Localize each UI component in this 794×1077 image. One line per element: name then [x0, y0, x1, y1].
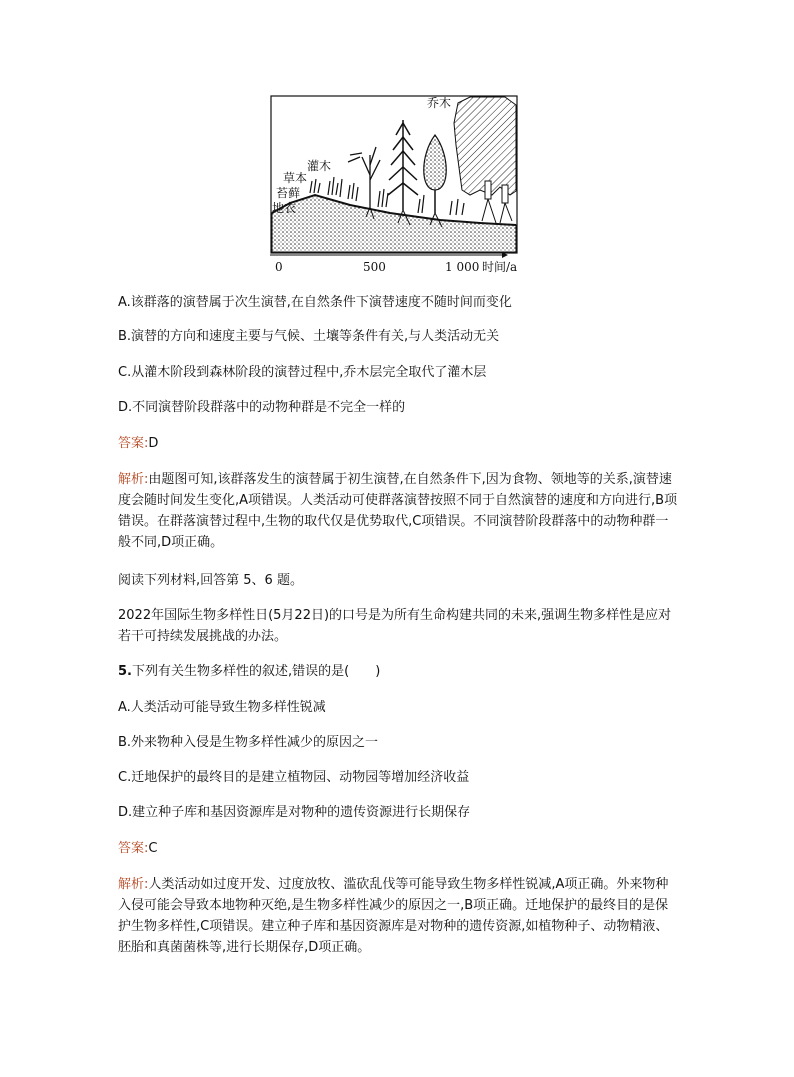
reading-material: 2022年国际生物多样性日(5月22日)的口号是为所有生命构建共同的未来,强调生物多样性是应对若干可持续发展挑战的办法。 — [118, 608, 672, 644]
q5-number: 5. — [118, 664, 132, 679]
moss-label: 苔藓 — [276, 186, 301, 200]
q5-analysis-text: 人类活动如过度开发、过度放牧、滥砍乱伐等可能导致生物多样性锐减,A项正确。外来物种入侵可能会导致本地物种灭绝,是生物多样性减少的原因之一,B项正确。迁地保护的最终目的是保护生物多样性,C项错误。建立种子库和基因资源库是对物种的遗传资源,如植物种子、动物精液、胚胎和真菌菌株等,进行长期保存,D项正确。 — [118, 877, 669, 955]
q5-analysis — [118, 874, 678, 958]
shrub-label: 灌木 — [307, 159, 332, 173]
q5-stem-text: 下列有关生物多样性的叙述,错误的是( ) — [131, 664, 381, 679]
q5-option-b: B.外来物种入侵是生物多样性减少的原因之一 — [118, 735, 379, 750]
conical-tree — [424, 135, 447, 190]
succession-diagram — [270, 95, 530, 280]
q4-option-a: A.该群落的演替属于次生演替,在自然条件下演替速度不随时间而变化 — [118, 295, 512, 310]
q5-option-d: D.建立种子库和基因资源库是对物种的遗传资源进行长期保存 — [118, 805, 471, 820]
q5-stem — [118, 661, 678, 682]
q5-analysis-label: 解析: — [118, 877, 149, 892]
tree-label: 乔木 — [427, 96, 452, 110]
herb-label: 草本 — [283, 171, 308, 185]
q4-answer — [118, 433, 678, 454]
tree-canopy — [454, 97, 516, 195]
q5-answer — [118, 838, 678, 859]
axis-unit-label: 时间/a — [482, 260, 518, 274]
tree-trunk-2 — [502, 185, 508, 203]
q4-option-d: D.不同演替阶段群落中的动物种群是不完全一样的 — [118, 400, 406, 415]
q5-option-a: A.人类活动可能导致生物多样性锐减 — [118, 700, 326, 715]
q4-answer-label: 答案: — [118, 436, 149, 451]
succession-figure — [270, 95, 530, 280]
fir-tree — [388, 120, 418, 210]
tree-trunk — [485, 181, 491, 199]
q4-option-b: B.演替的方向和速度主要与气候、土壤等条件有关,与人类活动无关 — [118, 329, 500, 344]
reading-intro: 阅读下列材料,回答第 5、6 题。 — [118, 573, 303, 588]
lichen-label: 地衣 — [272, 201, 297, 215]
q5-option-c: C.迁地保护的最终目的是建立植物园、动物园等增加经济收益 — [118, 770, 470, 785]
axis-tick-1000: 1 000 — [445, 260, 480, 274]
q4-option-c: C.从灌木阶段到森林阶段的演替过程中,乔木层完全取代了灌木层 — [118, 365, 487, 380]
q4-analysis-label: 解析: — [118, 472, 149, 487]
q4-analysis — [118, 469, 678, 553]
q5-answer-label: 答案: — [118, 841, 149, 856]
q4-answer-value: D — [148, 436, 159, 451]
q5-answer-value: C — [148, 841, 158, 856]
q4-analysis-text: 由题图可知,该群落发生的演替属于初生演替,在自然条件下,因为食物、领地等的关系,演替速度会随时间发生变化,A项错误。人类活动可使群落演替按照不同于自然演替的速度和方向进行,B项错误。在群落演替过程中,生物的取代仅是优势取代,C项错误。不同演替阶段群落中的动物种群一般不同,D项正确。 — [118, 472, 678, 550]
shrub — [348, 147, 380, 207]
axis-tick-0: 0 — [275, 260, 283, 274]
axis-tick-500: 500 — [363, 260, 386, 274]
